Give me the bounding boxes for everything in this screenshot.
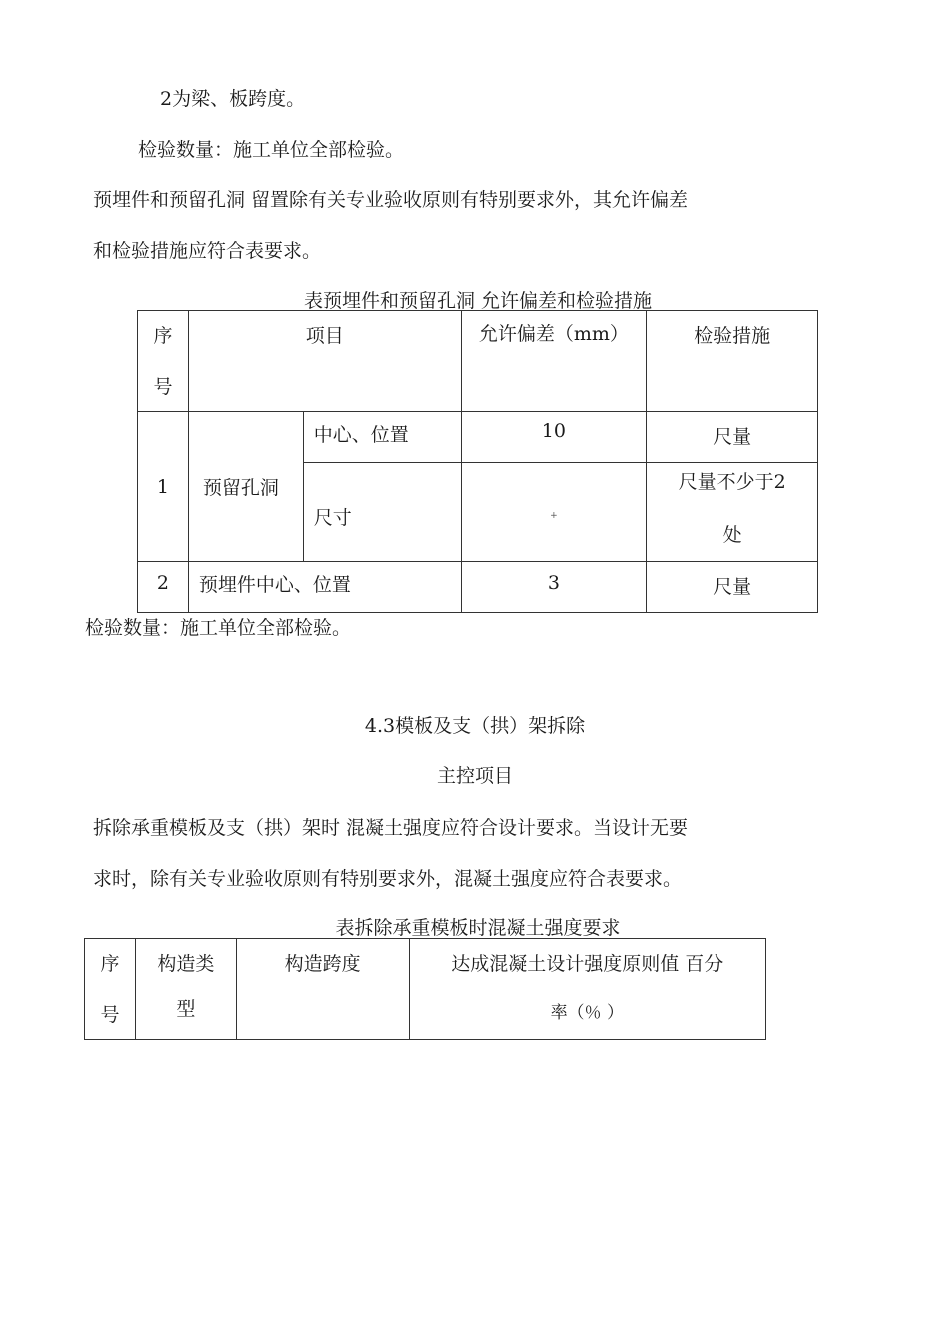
table-embedded-parts-tolerance <box>137 310 818 613</box>
row1a-tol <box>461 412 647 463</box>
row2-item <box>188 562 461 613</box>
row1a-method <box>647 412 818 463</box>
header-tolerance <box>461 311 647 412</box>
paragraph-span-note: 2为梁、板跨度。 <box>160 88 306 110</box>
t2-header-span <box>236 939 409 1040</box>
t2-header-type-line2: 型 <box>176 998 196 1020</box>
header-method-label: 检验措施 <box>694 325 771 347</box>
row1-seq-value: 1 <box>156 475 169 498</box>
t2-header-pct-line1: 达成混凝土设计强度原则值 百分 <box>451 953 724 975</box>
row2-item-label: 预埋件中心、位置 <box>198 574 351 596</box>
section-heading: 4.3模板及支（拱）架拆除 <box>364 715 586 737</box>
row1-item-label: 预留孔洞 <box>202 477 279 499</box>
t2-header-type-line1: 构造类 <box>157 953 215 975</box>
paragraph-embedded-parts-1: 预埋件和预留孔洞 留置除有关专业验收原则有特别要求外，其允许偏差 <box>93 189 689 211</box>
paragraph-inspection-quantity: 检验数量：施工单位全部检验。 <box>138 139 405 161</box>
row1b-sub <box>303 463 461 562</box>
header-seq-line1: 序 <box>153 325 173 347</box>
row1b-tol-value: + <box>550 511 558 521</box>
section-paragraph-1: 拆除承重模板及支（拱）架时 混凝土强度应符合设计要求。当设计无要 <box>93 817 689 839</box>
row1-item <box>188 412 303 562</box>
row1b-method-line2: 处 <box>722 524 742 546</box>
table1-caption: 表预埋件和预留孔洞 允许偏差和检验措施 <box>303 290 653 312</box>
t2-header-seq-line2: 号 <box>100 1004 120 1026</box>
section-paragraph-2: 求时，除有关专业验收原则有特别要求外，混凝土强度应符合表要求。 <box>93 868 683 890</box>
header-seq <box>138 311 189 412</box>
row1a-method-label: 尺量 <box>713 426 752 448</box>
row2-method <box>647 562 818 613</box>
row2-method-label: 尺量 <box>713 576 752 598</box>
t2-header-type <box>135 939 236 1040</box>
row2-seq <box>138 562 189 613</box>
header-item <box>188 311 461 412</box>
row2-tol <box>461 562 647 613</box>
row1b-method <box>647 463 818 562</box>
header-seq-line2: 号 <box>153 376 173 398</box>
header-method <box>647 311 818 412</box>
table2-caption: 表拆除承重模板时混凝土强度要求 <box>335 917 621 939</box>
header-item-label: 项目 <box>305 325 344 347</box>
section-subheading: 主控项目 <box>436 765 513 787</box>
t2-header-span-label: 构造跨度 <box>284 953 361 975</box>
row2-tol-value: 3 <box>547 572 560 594</box>
header-tolerance-label: 允许偏差（mm） <box>478 323 629 345</box>
row1a-tol-value: 10 <box>541 420 566 442</box>
row2-seq-value: 2 <box>156 572 169 594</box>
t2-header-pct-line2: 率（％ ） <box>550 1003 624 1023</box>
row1a-sub-label: 中心、位置 <box>313 424 409 446</box>
t2-header-pct <box>409 939 765 1040</box>
row1b-tol <box>461 463 647 562</box>
row1b-sub-label: 尺寸 <box>313 507 352 529</box>
t2-header-seq-line1: 序 <box>100 953 120 975</box>
row1-seq <box>138 412 189 562</box>
paragraph-inspection-quantity-2: 检验数量：施工单位全部检验。 <box>85 617 352 639</box>
row1b-method-line1: 尺量不少于2 <box>678 471 786 493</box>
t2-header-seq <box>85 939 136 1040</box>
row1a-sub <box>303 412 461 463</box>
paragraph-embedded-parts-2: 和检验措施应符合表要求。 <box>93 240 322 262</box>
table-formwork-removal-strength <box>84 938 766 1040</box>
